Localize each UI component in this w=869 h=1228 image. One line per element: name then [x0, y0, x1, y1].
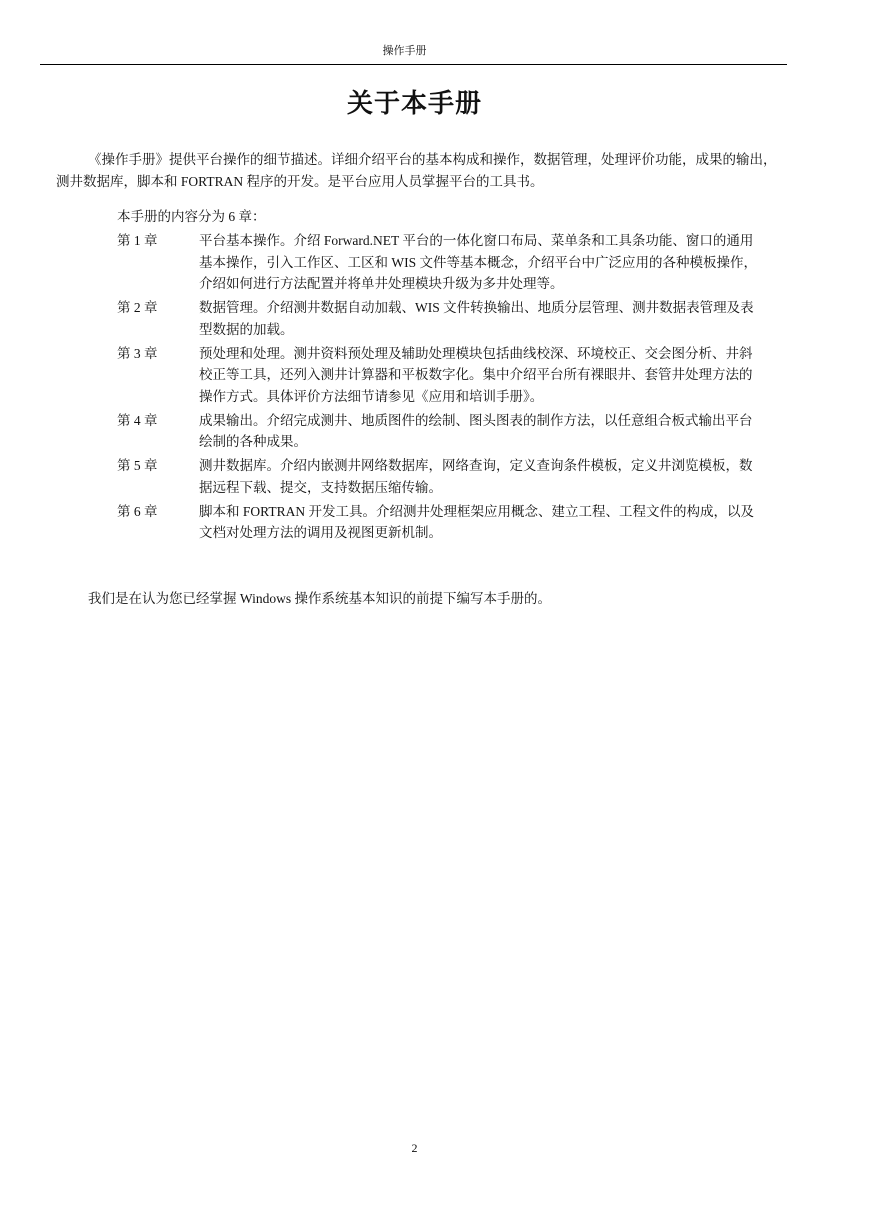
page-title: 关于本手册 — [346, 89, 482, 119]
chapter-number: 第 6 章 — [117, 503, 158, 519]
running-header: 操作手册 — [382, 45, 427, 57]
chapter-description: 预处理和处理。测井资料预处理及辅助处理模块包括曲线校深、环境校正、交会图分析、井斜校正等工具，还列入测井计算器和平板数字化。集中介绍平台所有裸眼井、套管井处理方法的操作方式。具体评价方法细节请参见《应用和培训手册》。 — [199, 345, 753, 404]
chapter-item — [117, 230, 757, 295]
header-rule — [40, 64, 787, 65]
chapter-description: 成果输出。介绍完成测井、地质图件的绘制、图头图表的制作方法，以任意组合板式输出平台绘制的各种成果。 — [199, 412, 753, 449]
chapter-item — [117, 501, 757, 544]
chapter-number: 第 2 章 — [117, 300, 158, 315]
chapter-description: 脚本和 FORTRAN 开发工具。介绍测井处理框架应用概念、建立工程、工程文件的构成，以及文档对处理方法的调用及视图更新机制。 — [199, 503, 754, 540]
chapter-item — [117, 343, 757, 408]
chapter-item — [117, 455, 757, 498]
chapter-list — [117, 230, 757, 546]
chapter-number: 第 3 章 — [117, 345, 158, 361]
chapter-number: 第 1 章 — [117, 233, 158, 248]
chapter-number: 第 5 章 — [117, 458, 158, 473]
chapter-item — [117, 297, 757, 340]
chapter-item — [117, 410, 757, 453]
chapters-lead: 本手册的内容分为 6 章： — [117, 209, 266, 224]
closing-paragraph: 我们是在认为您已经掌握 Windows 操作系统基本知识的前提下编写本手册的。 — [88, 591, 551, 606]
chapter-number: 第 4 章 — [117, 412, 158, 428]
intro-paragraph: 《操作手册》提供平台操作的细节描述。详细介绍平台的基本构成和操作，数据管理，处理评价功能，成果的输出，测井数据库，脚本和 FORTRAN 程序的开发。是平台应用人员掌握平台的工具书。 — [56, 152, 777, 189]
chapter-description: 数据管理。介绍测井数据自动加载、WIS 文件转换输出、地质分层管理、测井数据表管理及表型数据的加载。 — [199, 300, 754, 337]
page-number: 2 — [411, 1141, 418, 1155]
chapter-description: 平台基本操作。介绍 Forward.NET 平台的一体化窗口布局、菜单条和工具条功能、窗口的通用基本操作，引入工作区、工区和 WIS 文件等基本概念，介绍平台中广泛应用的各种模板操作，介绍如何进行方法配置并将单井处理模块升级为多井处理等。 — [199, 233, 757, 291]
chapter-description: 测井数据库。介绍内嵌测井网络数据库，网络查询，定义查询条件模板，定义井浏览模板，数据远程下载、提交，支持数据压缩传输。 — [199, 458, 753, 495]
